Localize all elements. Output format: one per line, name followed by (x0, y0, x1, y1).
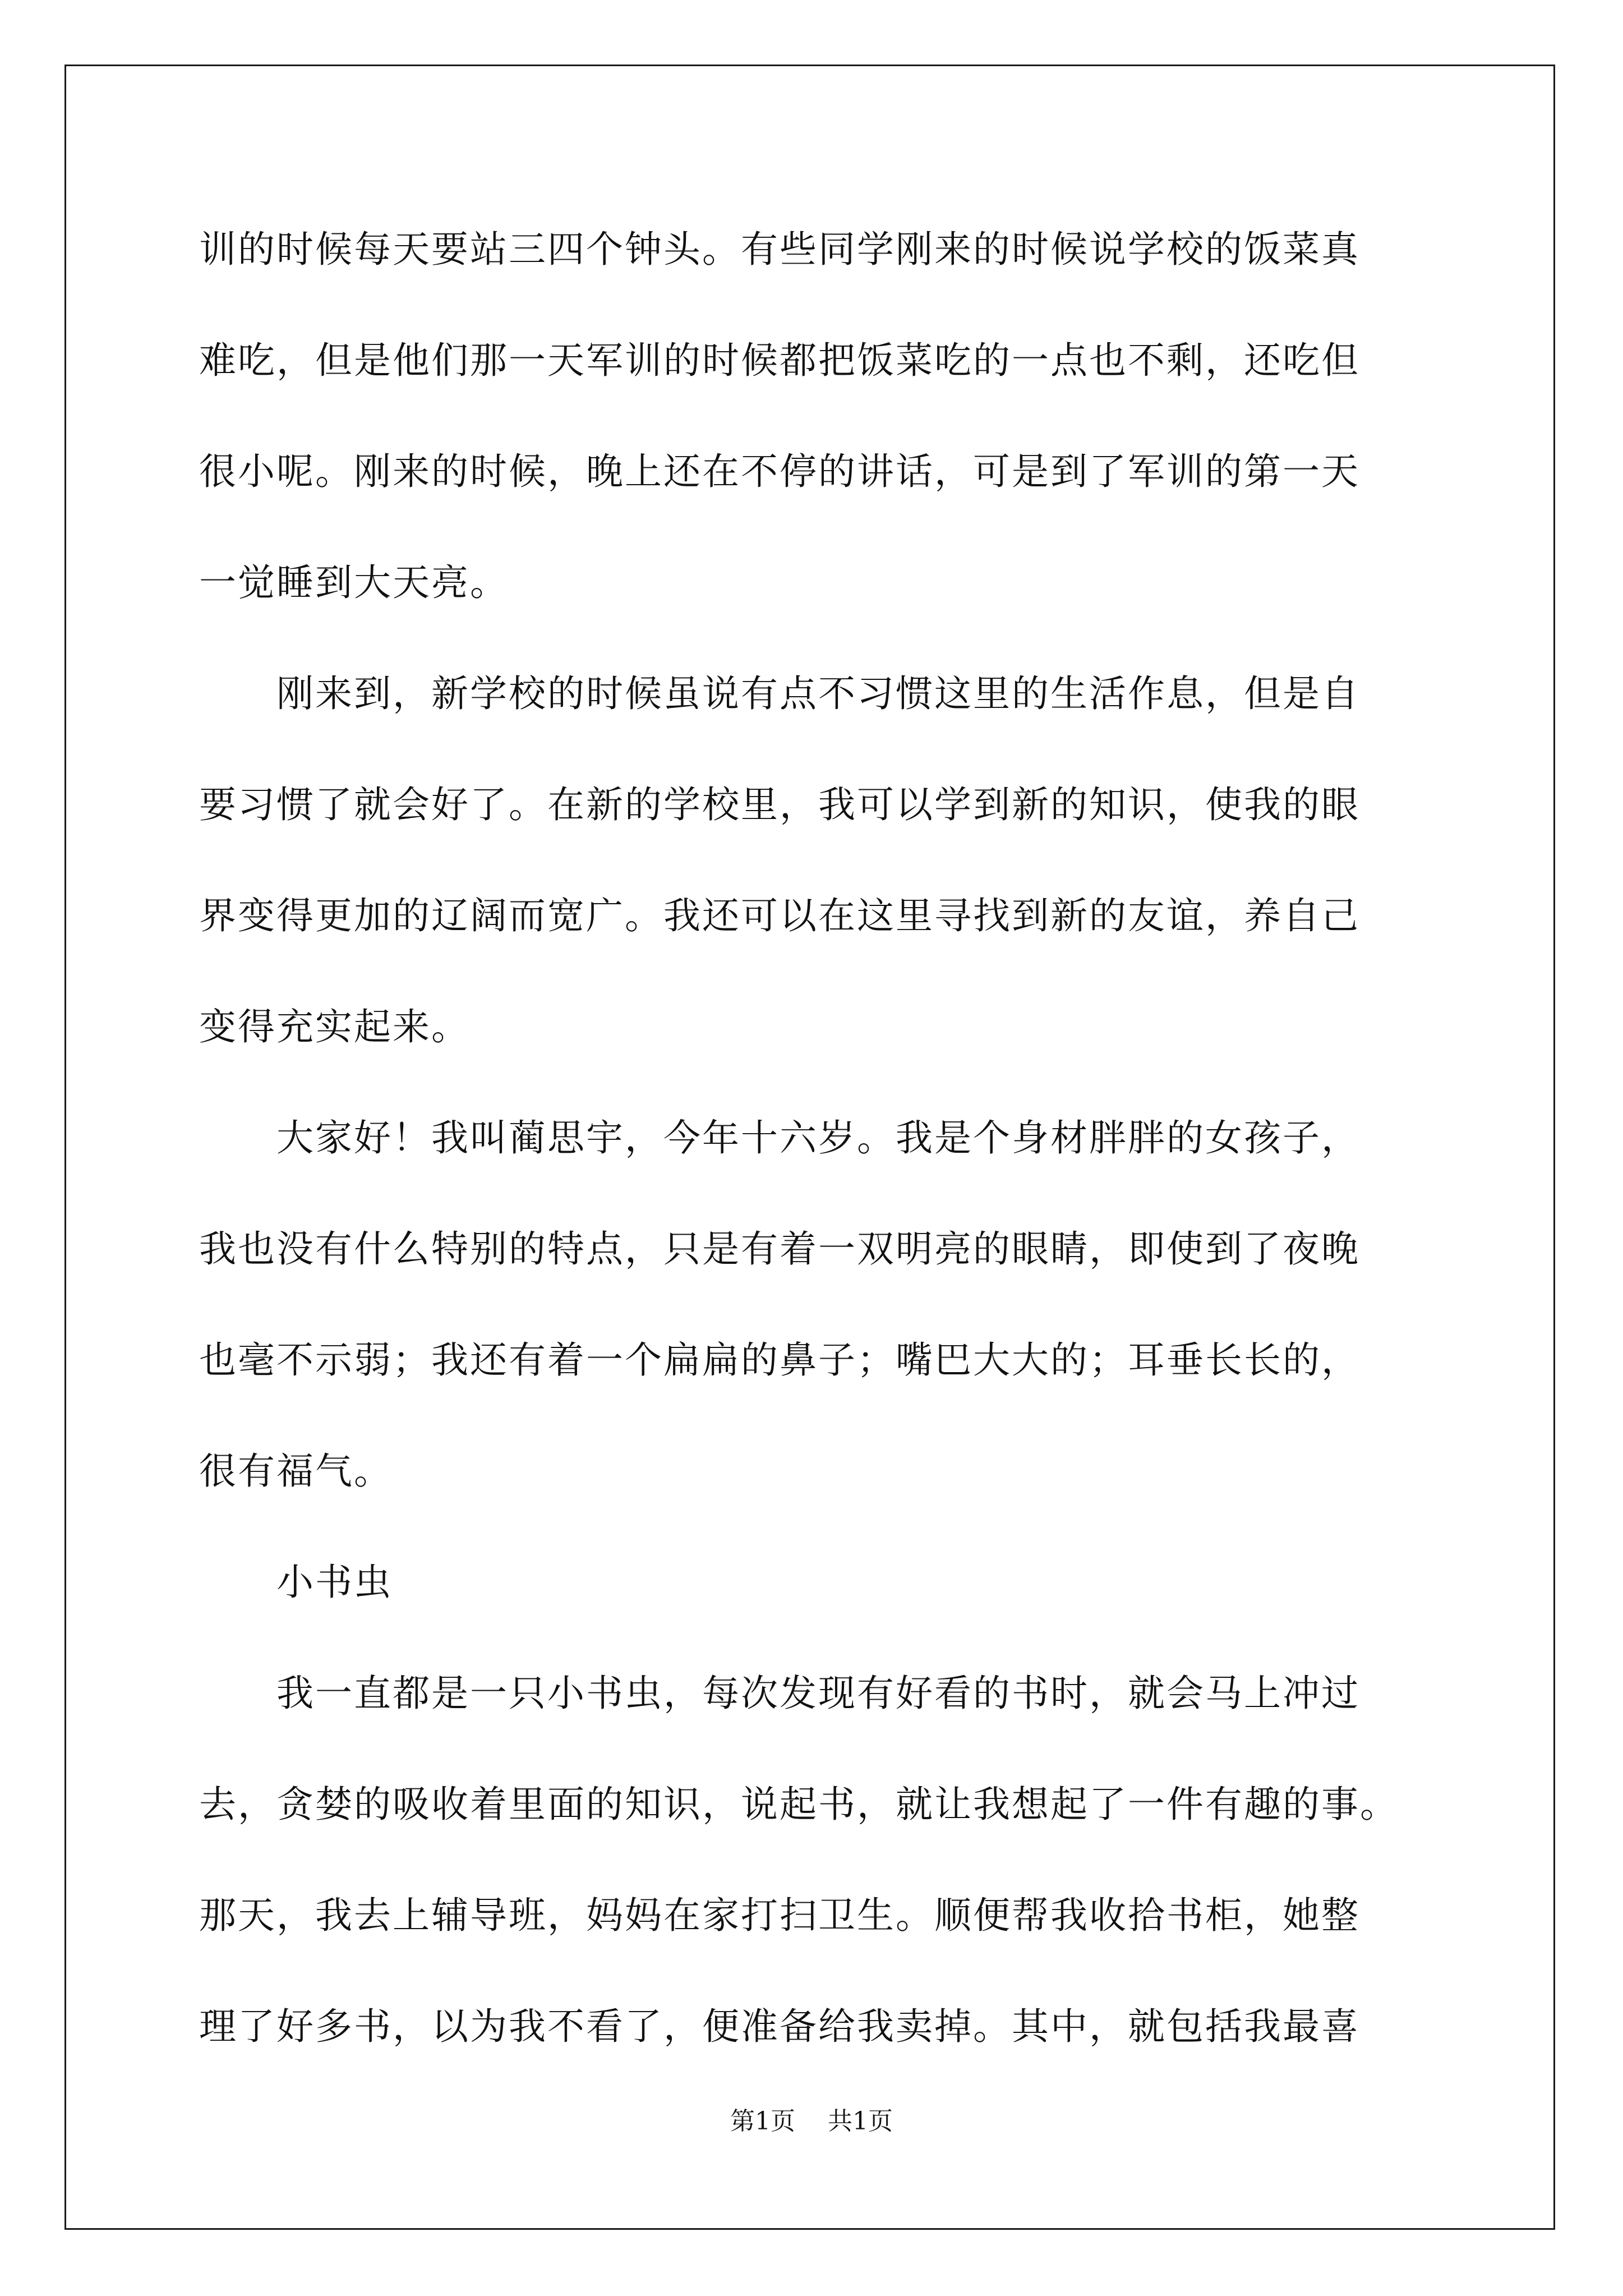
text-line: 我也没有什么特别的特点，只是有着一双明亮的眼睛，即使到了夜晚 (199, 1227, 1360, 1271)
text-line: 大家好！我叫蔺思宇，今年十六岁。我是个身材胖胖的女孩子， (199, 1116, 1360, 1159)
text-line: 刚来到，新学校的时候虽说有点不习惯这里的生活作息，但是自 (199, 672, 1360, 715)
text-line: 界变得更加的辽阔而宽广。我还可以在这里寻找到新的友谊，养自己 (199, 894, 1360, 937)
page-number: 第1页 (730, 2107, 795, 2136)
text-line: 难吃，但是他们那一天军训的时候都把饭菜吃的一点也不剩，还吃但 (199, 339, 1360, 382)
document-body (199, 222, 1433, 2110)
section-heading: 小书虫 (199, 1561, 393, 1604)
text-line: 变得充实起来。 (199, 1005, 470, 1048)
text-line: 理了好多书，以为我不看了，便准备给我卖掉。其中，就包括我最喜 (199, 2005, 1360, 2048)
text-line: 那天，我去上辅导班，妈妈在家打扫卫生。顺便帮我收拾书柜，她整 (199, 1894, 1360, 1937)
total-pages: 共1页 (828, 2107, 893, 2136)
text-line: 要习惯了就会好了。在新的学校里，我可以学到新的知识，使我的眼 (199, 783, 1360, 826)
page-footer (0, 2101, 1623, 2137)
text-line: 我一直都是一只小书虫，每次发现有好看的书时，就会马上冲过 (199, 1672, 1360, 1715)
text-line: 很有福气。 (199, 1450, 393, 1493)
text-line: 去，贪婪的吸收着里面的知识，说起书，就让我想起了一件有趣的事。 (199, 1783, 1399, 1826)
text-line: 训的时候每天要站三四个钟头。有些同学刚来的时候说学校的饭菜真 (199, 228, 1360, 271)
text-line: 很小呢。刚来的时候，晚上还在不停的讲话，可是到了军训的第一天 (199, 450, 1360, 493)
text-line: 也毫不示弱；我还有着一个扁扁的鼻子；嘴巴大大的；耳垂长长的， (199, 1338, 1360, 1382)
text-line: 一觉睡到大天亮。 (199, 561, 509, 604)
